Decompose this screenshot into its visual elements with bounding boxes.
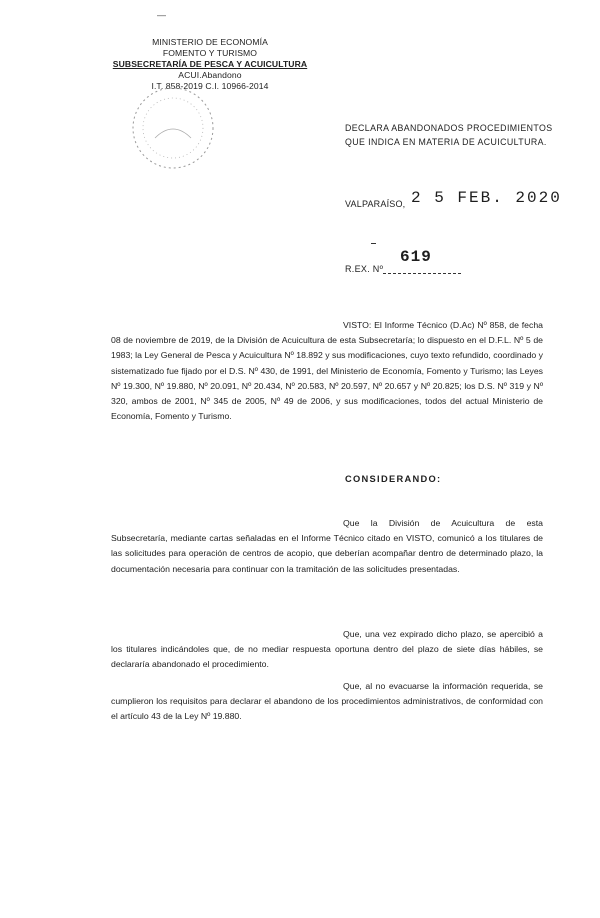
header-subsecretaria: SUBSECRETARÍA DE PESCA Y ACUICULTURA [112,59,308,69]
considerando-text: Que, una vez expirado dicho plazo, se apercibió a los titulares indicándoles que, de no mediar respuesta oportuna dentro del plazo de siete días hábiles, se declararía abandonado el procedimiento. [111,629,543,670]
header-ministry: MINISTERIO DE ECONOMÍA [152,37,268,47]
visto-paragraph [111,318,543,424]
considerando-paragraph-3 [111,679,543,725]
considerando-paragraph-2 [111,627,543,673]
subject-line-2: QUE INDICA EN MATERIA DE ACUICULTURA. [345,137,547,147]
subject-line-1: DECLARA ABANDONADOS PROCEDIMIENTOS [345,123,553,133]
resolution-label: R.EX. Nº [345,264,384,274]
resolution-number: 619 [400,248,432,266]
considerando-paragraph-1 [111,516,543,577]
tick-mark [371,243,376,244]
considerando-heading: CONSIDERANDO: [345,474,442,484]
date-label: VALPARAÍSO, [345,199,406,209]
official-seal-icon [125,80,221,176]
considerando-text: Que, al no evacuarse la información requerida, se cumplieron los requisitos para declarar el abandono de los procedimientos administrativos, de conformidad con el artículo 43 de la Ley Nº 19.880. [111,681,543,722]
resolution-underline [383,273,461,274]
header-reference-code: I.T. 858-2019 C.I. 10966-2014 [151,81,269,91]
header-ministry-sub: FOMENTO Y TURISMO [162,48,258,58]
date-stamp: 2 5 FEB. 2020 [411,189,562,207]
considerando-text: Que la División de Acuicultura de esta Subsecretaría, mediante cartas señaladas en el Informe Técnico citado en VISTO, comunicó a los titulares de las solicitudes para operación de centros de acopio, que deberían acompañar dentro de determinado plazo, la documentación necesaria para continuar con la tramitación de las solicitudes presentadas. [111,518,543,574]
visto-text: VISTO: El Informe Técnico (D.Ac) Nº 858, de fecha 08 de noviembre de 2019, de la División de Acuicultura de esta Subsecretaría; lo dispuesto en el D.F.L. Nº 5 de 1983; la Ley General de Pesca y Acuicultura Nº 18.892 y sus modificaciones, cuyo texto refundido, coordinado y sistematizado fue fijado por el D.S. Nº 430, de 1991, del Ministerio de Economía, Fomento y Turismo; las Leyes Nº 19.300, Nº 19.880, Nº 20.091, Nº 20.434, Nº 20.583, Nº 20.597, Nº 20.657 y Nº 20.825; los D.S. Nº 319 y Nº 320, ambos de 2001, Nº 345 de 2005, Nº 49 de 2006, y sus modificaciones, todos del actual Ministerio de Economía, Fomento y Turismo. [111,320,544,422]
corner-mark: — [157,10,166,20]
header-file-code: ACUI.Abandono [178,70,242,80]
